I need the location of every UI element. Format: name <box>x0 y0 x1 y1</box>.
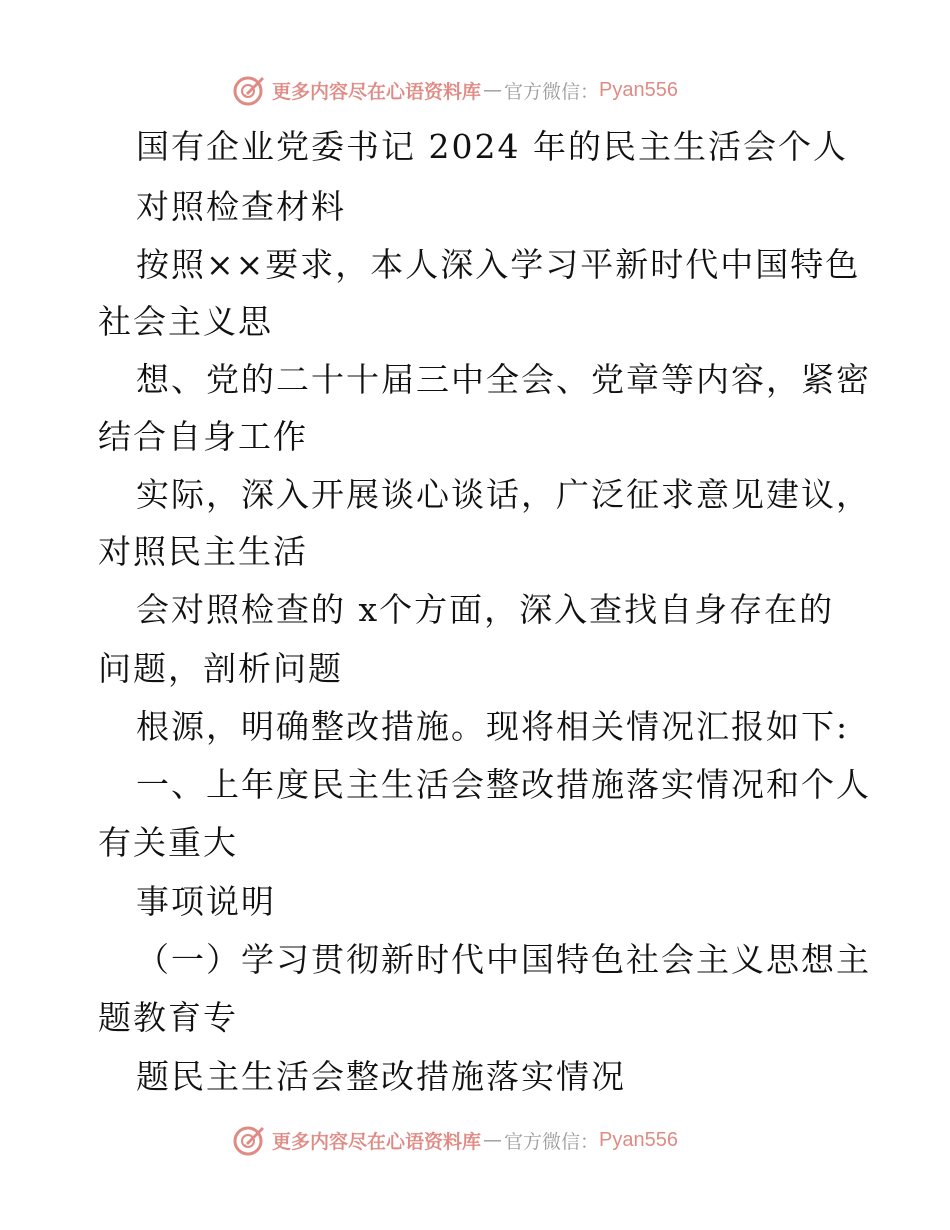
paragraph-line: 想、党的二十十届三中全会、党章等内容，紧密 <box>136 360 871 399</box>
watermark-main-text: 更多内容尽在心语资料库 <box>272 1130 482 1153</box>
paragraph-line: 结合自身工作 <box>98 417 308 456</box>
paragraph-line: 对照民主生活 <box>98 532 308 571</box>
section-heading-line: 一、上年度民主生活会整改措施落实情况和个人 <box>136 765 871 804</box>
document-title-line-1: 国有企业党委书记 2024 年的民主生活会个人 <box>136 127 848 166</box>
watermark-main-text: 更多内容尽在心语资料库 <box>272 80 482 103</box>
watermark-contact-label: 官方微信： <box>504 1130 600 1153</box>
subsection-heading-line: （一）学习贯彻新时代中国特色社会主义思想主 <box>136 940 871 979</box>
watermark-dash: — <box>483 1129 503 1151</box>
watermark-contact-id: Pyan556 <box>599 78 678 101</box>
document-title-line-2: 对照检查材料 <box>136 187 346 226</box>
paragraph-line: 按照××要求，本人深入学习平新时代中国特色 <box>136 245 861 284</box>
subsection-heading-line: 题教育专 <box>98 998 238 1037</box>
subsection-heading-line: 题民主生活会整改措施落实情况 <box>136 1057 626 1096</box>
watermark-dash: — <box>483 79 503 101</box>
pen-seal-icon <box>232 1123 266 1157</box>
watermark-contact-label: 官方微信： <box>504 80 600 103</box>
paragraph-line: 社会主义思 <box>98 302 273 341</box>
section-heading-line: 有关重大 <box>98 823 238 862</box>
paragraph-line: 根源，明确整改措施。现将相关情况汇报如下: <box>136 707 850 746</box>
paragraph-line: 问题，剖析问题 <box>98 649 343 688</box>
paragraph-line: 会对照检查的 x个方面，深入查找自身存在的 <box>136 590 835 629</box>
header-watermark <box>232 72 678 108</box>
pen-seal-icon <box>232 73 266 107</box>
section-heading-line: 事项说明 <box>136 882 276 921</box>
paragraph-line: 实际，深入开展谈心谈话，广泛征求意见建议， <box>136 475 871 514</box>
watermark-contact-id: Pyan556 <box>599 1128 678 1151</box>
footer-watermark <box>232 1122 678 1158</box>
